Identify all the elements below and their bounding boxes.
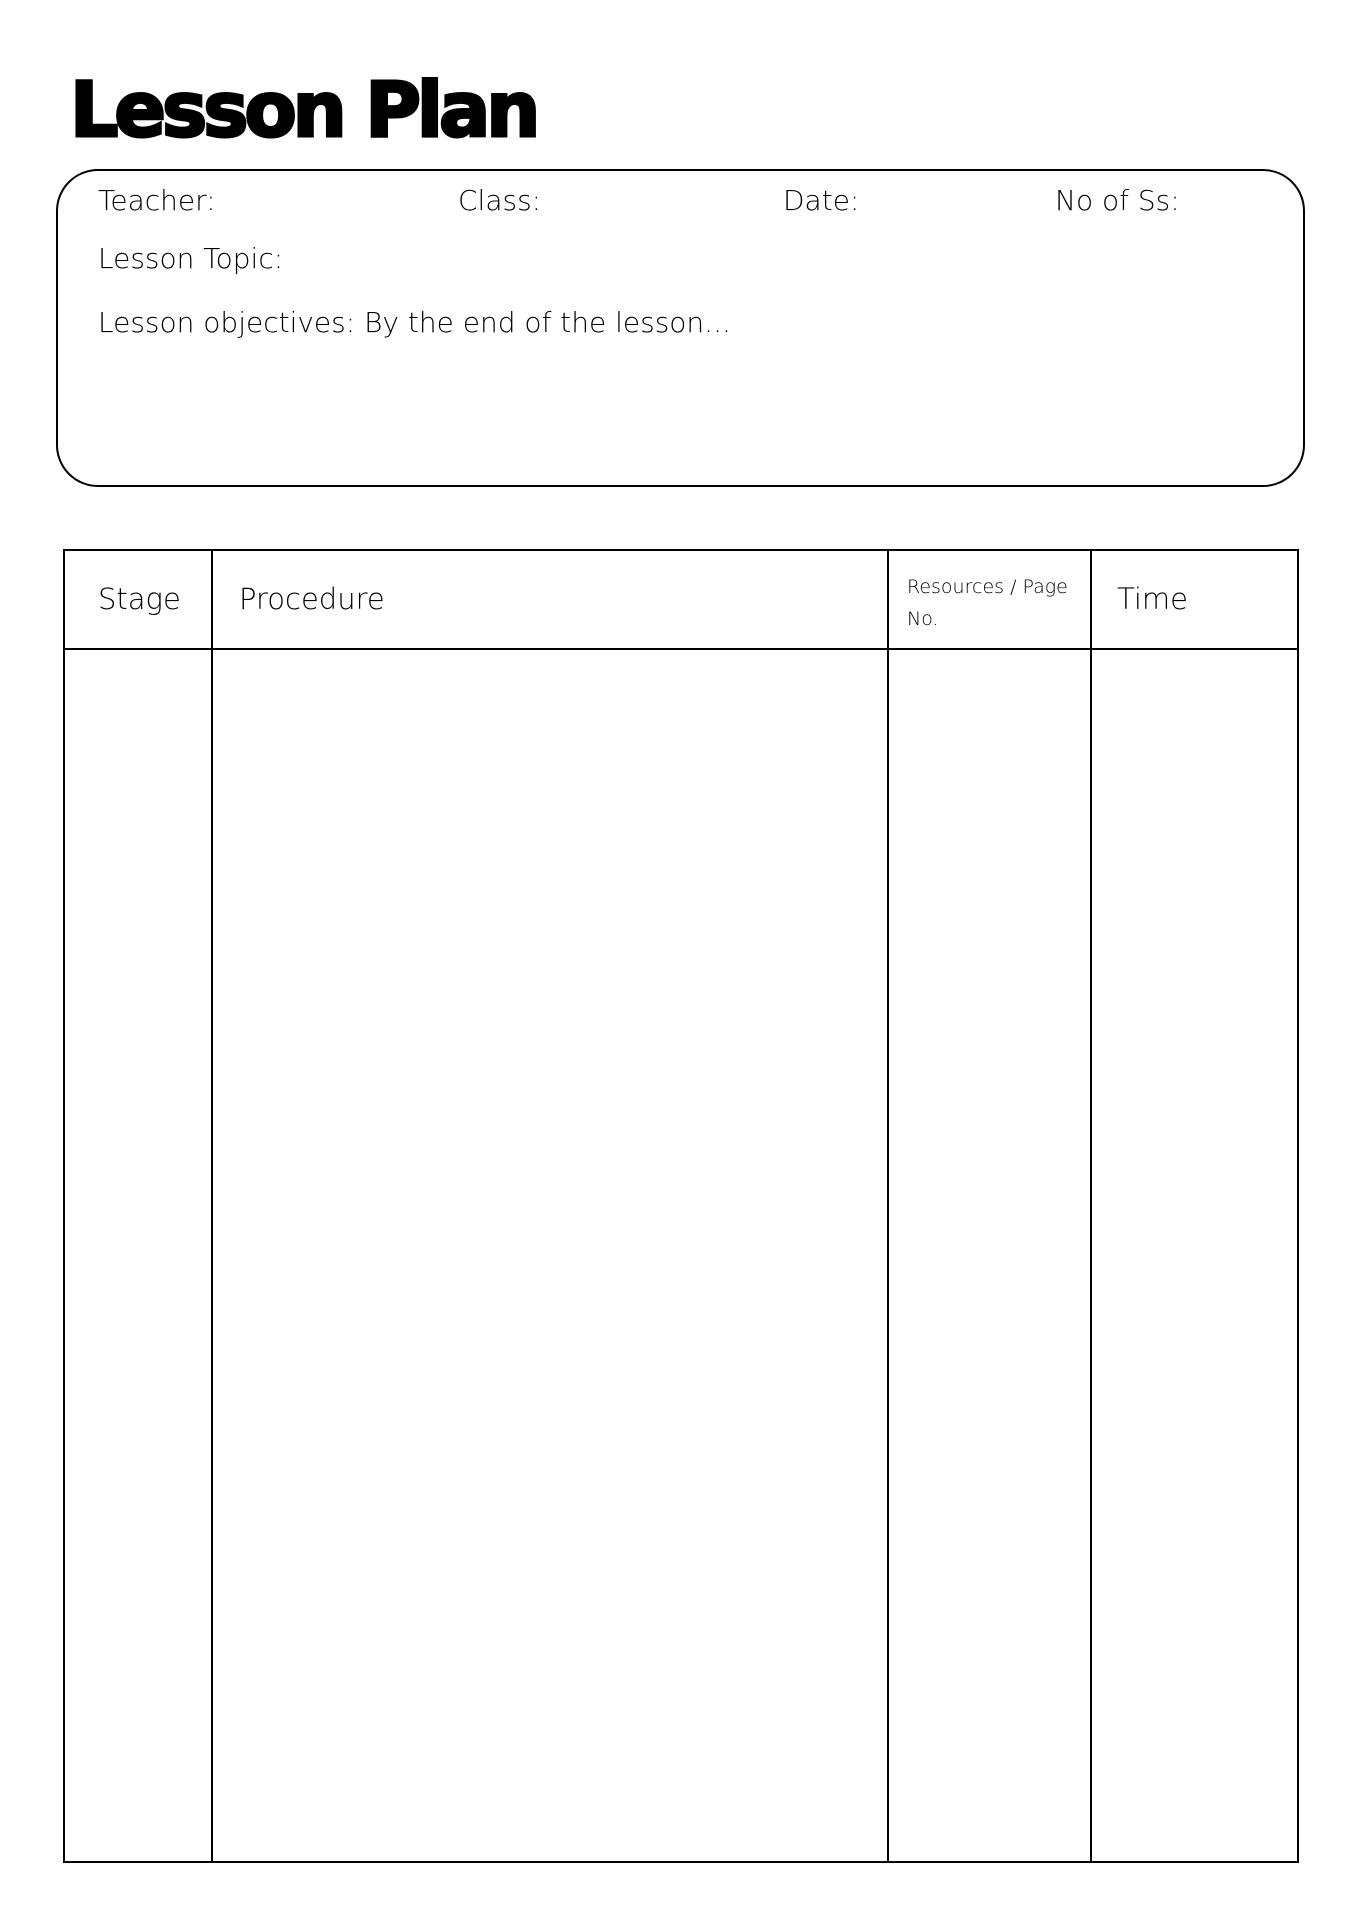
header-divider (65, 648, 1297, 650)
lesson-objectives-field[interactable]: Lesson objectives: By the end of the lesson... (98, 306, 731, 339)
class-field[interactable]: Class: (458, 184, 542, 217)
lesson-topic-field[interactable]: Lesson Topic: (98, 242, 284, 275)
column-header-resources: Resources / Page No. (907, 576, 1068, 630)
number-of-students-field[interactable]: No of Ss: (1055, 184, 1180, 217)
column-header-time: Time (1117, 582, 1188, 616)
date-field[interactable]: Date: (783, 184, 860, 217)
column-divider-resources (1090, 551, 1092, 1861)
column-divider-procedure (887, 551, 889, 1861)
teacher-field[interactable]: Teacher: (98, 184, 216, 217)
column-divider-stage (211, 551, 213, 1861)
lesson-plan-table (63, 549, 1299, 1863)
page-title: Lesson Plan (70, 65, 537, 154)
column-header-stage: Stage (98, 582, 181, 616)
column-header-procedure: Procedure (239, 582, 385, 616)
lesson-info-box (56, 169, 1305, 487)
